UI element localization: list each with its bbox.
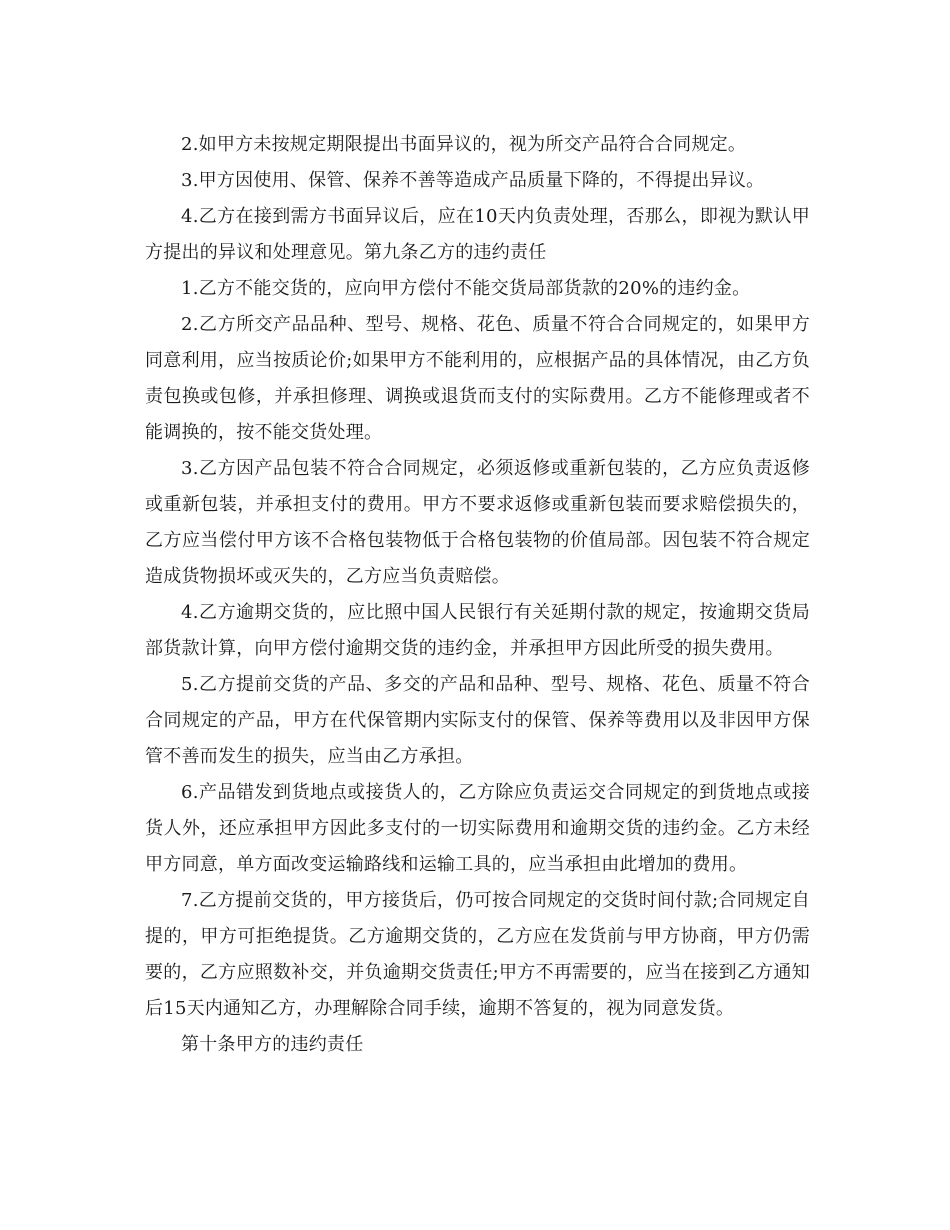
document-body [145, 127, 810, 1063]
paragraph-delivery-timing: 7.乙方提前交货的，甲方接货后，仍可按合同规定的交货时间付款;合同规定自提的，甲方可拒绝提货。乙方逾期交货的，乙方应在发货前与甲方协商，甲方仍需要的，乙方应照数补交，并负逾期交货责任;甲方不再需要的，应当在接到乙方通知后15天内通知乙方，办理解除合同手续，逾期不答复的，视为同意发货。 [145, 890, 810, 1019]
paragraph-early-delivery: 5.乙方提前交货的产品、多交的产品和品种、型号、规格、花色、质量不符合合同规定的产品，甲方在代保管期内实际支付的保管、保养等费用以及非因甲方保管不善而发生的损失，应当由乙方承担。 [145, 674, 810, 767]
paragraph-nonconforming-products: 2.乙方所交产品品种、型号、规格、花色、质量不符合合同规定的，如果甲方同意利用，应当按质论价;如果甲方不能利用的，应根据产品的具体情况，由乙方负责包换或包修，并承担修理、调换或退货而支付的实际费用。乙方不能修理或者不能调换的，按不能交货处理。 [145, 314, 810, 443]
paragraph-quality-decline: 3.甲方因使用、保管、保养不善等造成产品质量下降的，不得提出异议。 [181, 170, 765, 191]
paragraph-misdelivery: 6.产品错发到货地点或接货人的，乙方除应负责运交合同规定的到货地点或接货人外，还应承担甲方因此多支付的一切实际费用和逾期交货的违约金。乙方未经甲方同意，单方面改变运输路线和运输工具的，应当承担由此增加的费用。 [145, 782, 810, 875]
paragraph-non-delivery: 1.乙方不能交货的，应向甲方偿付不能交货局部货款的20%的违约金。 [181, 278, 751, 299]
paragraph-objection-deadline: 2.如甲方未按规定期限提出书面异议的，视为所交产品符合合同规定。 [181, 134, 747, 155]
paragraph-late-delivery: 4.乙方逾期交货的，应比照中国人民银行有关延期付款的规定，按逾期交货局部货款计算，向甲方偿付逾期交货的违约金，并承担甲方因此所受的损失费用。 [145, 602, 810, 659]
paragraph-objection-handling: 4.乙方在接到需方书面异议后，应在10天内负责处理，否那么，即视为默认甲方提出的异议和处理意见。第九条乙方的违约责任 [145, 206, 810, 263]
paragraph-packaging: 3.乙方因产品包装不符合合同规定，必须返修或重新包装的，乙方应负责返修或重新包装，并承担支付的费用。甲方不要求返修或重新包装而要求赔偿损失的，乙方应当偿付甲方该不合格包装物低于合格包装物的价值局部。因包装不符合规定造成货物损坏或灭失的，乙方应当负责赔偿。 [145, 458, 810, 587]
section-heading-article-10: 第十条甲方的违约责任 [181, 1034, 364, 1055]
